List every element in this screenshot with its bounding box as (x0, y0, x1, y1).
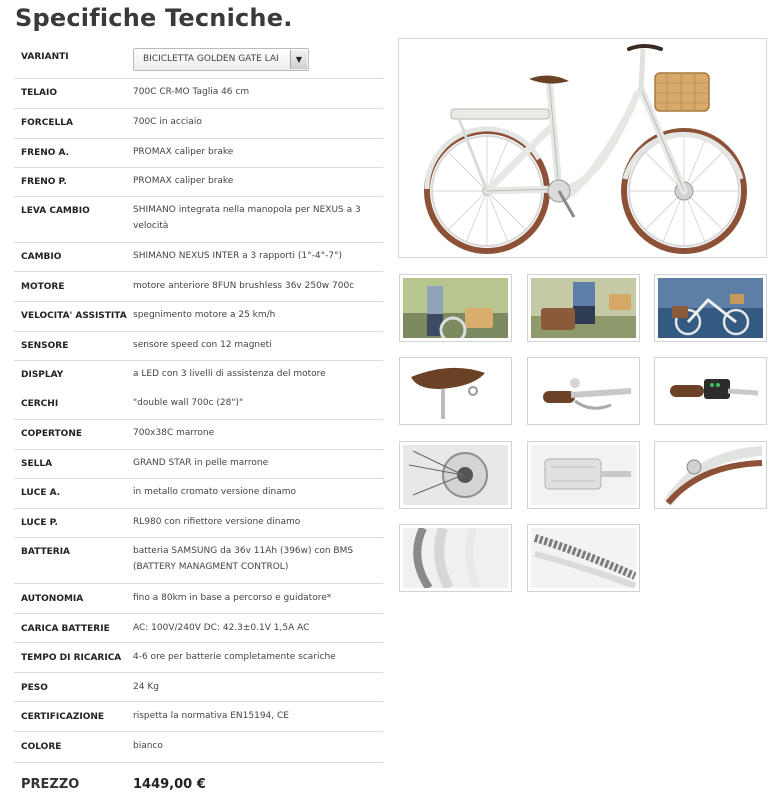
saddle-image (403, 361, 508, 421)
spec-label: FRENO A. (21, 148, 70, 158)
spec-row (14, 420, 383, 450)
spec-value: spegnimento motore a 25 km/h (133, 310, 276, 320)
spec-value: GRAND STAR in pelle marrone (133, 458, 269, 468)
brake-lever-image (531, 361, 636, 421)
spec-label: CAMBIO (21, 252, 62, 262)
spec-row (14, 197, 383, 243)
spec-row (14, 732, 383, 761)
spec-row (14, 643, 383, 673)
bike-lakeside-photo[interactable] (654, 274, 767, 342)
spec-label: LUCE P. (21, 518, 58, 528)
spec-row (14, 272, 383, 302)
spec-row (14, 509, 383, 538)
rider-basket-photo[interactable] (399, 274, 512, 342)
spec-row (14, 139, 383, 168)
rider-basket-closeup-photo[interactable] (527, 274, 640, 342)
brake-lever-photo[interactable] (527, 357, 640, 425)
spec-value: SHIMANO NEXUS INTER a 3 rapporti (1°-4°-7°) (133, 251, 343, 261)
pedal-image (531, 445, 636, 505)
spec-label: TELAIO (21, 88, 57, 98)
spec-value: "double wall 700c (28")" (133, 398, 244, 408)
pedal-photo[interactable] (527, 441, 640, 509)
spec-row (14, 584, 383, 614)
rider-basket-closeup-image (531, 278, 636, 338)
spec-label: LEVA CAMBIO (21, 206, 90, 216)
spec-value: 700x38C marrone (133, 428, 215, 438)
spec-row (14, 479, 383, 509)
spec-value: PROMAX caliper brake (133, 176, 234, 186)
spec-row (14, 614, 383, 643)
spec-value: a LED con 3 livelli di assistenza del motore (133, 369, 326, 379)
spec-value: SHIMANO integrata nella manopola per NEXUS a 3 velocità (133, 205, 361, 231)
spec-value: sensore speed con 12 magneti (133, 340, 272, 350)
spec-row (14, 168, 383, 197)
spec-value: AC: 100V/240V DC: 42.3±0.1V 1,5A AC (133, 623, 310, 633)
spec-value: in metallo cromato versione dinamo (133, 487, 296, 497)
spec-row (14, 302, 383, 332)
spec-row (14, 391, 383, 420)
spec-label: CERTIFICAZIONE (21, 712, 105, 722)
spec-label: SENSORE (21, 341, 69, 351)
spec-label: FRENO P. (21, 177, 67, 187)
spec-label: PESO (21, 683, 48, 693)
spec-row (14, 361, 383, 391)
spec-row (14, 538, 383, 584)
spec-row (14, 702, 383, 732)
spec-row (14, 109, 383, 139)
spec-value: batteria SAMSUNG da 36v 11Ah (396w) con BMS (BATTERY MANAGMENT CONTROL) (133, 546, 354, 572)
price-row (14, 762, 383, 808)
bike-lakeside-image (658, 278, 763, 338)
bicycle-illustration (399, 39, 766, 257)
spec-row (14, 243, 383, 272)
spec-label: FORCELLA (21, 118, 73, 128)
spec-label: SELLA (21, 459, 53, 469)
spec-row (14, 79, 383, 109)
rear-fender-image (658, 445, 763, 505)
spec-label: BATTERIA (21, 547, 71, 557)
led-display-grip-photo[interactable] (654, 357, 767, 425)
spec-value: bianco (133, 741, 163, 751)
chain-closeup-image (531, 528, 636, 588)
spec-table (14, 40, 383, 761)
spec-value: motore anteriore 8FUN brushless 36v 250w 700c (133, 281, 355, 291)
spec-value: fino a 80km in base a percorso e guidatore* (133, 593, 332, 603)
spec-label: CERCHI (21, 399, 59, 409)
spec-row (14, 332, 383, 361)
spec-label: TEMPO DI RICARICA (21, 653, 122, 663)
chainguard-photo[interactable] (399, 524, 512, 592)
rider-basket-image (403, 278, 508, 338)
bicycle-photo[interactable] (398, 38, 767, 258)
spec-label: DISPLAY (21, 370, 64, 380)
price-label: PREZZO (21, 777, 80, 792)
spec-value: PROMAX caliper brake (133, 147, 234, 157)
spec-row (14, 673, 383, 702)
chain-closeup-photo[interactable] (527, 524, 640, 592)
spec-label: COLORE (21, 742, 62, 752)
spec-value: rispetta la normativa EN15194, CE (133, 711, 289, 721)
spec-row-varianti (14, 40, 383, 79)
chevron-down-icon[interactable]: ▼ (290, 50, 307, 69)
saddle-photo[interactable] (399, 357, 512, 425)
spec-value: 700C in acciaio (133, 117, 202, 127)
led-display-grip-image (658, 361, 763, 421)
rear-fender-photo[interactable] (654, 441, 767, 509)
spec-label: LUCE A. (21, 488, 61, 498)
spec-label: COPERTONE (21, 429, 82, 439)
spec-value: 700C CR-MO Taglia 46 cm (133, 87, 250, 97)
rear-hub-photo[interactable] (399, 441, 512, 509)
spec-label: CARICA BATTERIE (21, 624, 110, 634)
spec-value: 4-6 ore per batterie completamente scariche (133, 652, 336, 662)
price-value: 1449,00 € (133, 777, 206, 792)
spec-label: VARIANTI (21, 52, 69, 62)
spec-row (14, 450, 383, 479)
variant-selected-value: BICICLETTA GOLDEN GATE LAI (143, 54, 279, 64)
variant-select[interactable] (133, 48, 309, 71)
spec-label: VELOCITA' ASSISTITA (21, 311, 127, 321)
spec-value: RL980 con rifiettore versione dinamo (133, 517, 301, 527)
spec-label: AUTONOMIA (21, 594, 84, 604)
spec-value: 24 Kg (133, 682, 159, 692)
page-title: Specifiche Tecniche. (15, 4, 293, 32)
rear-hub-image (403, 445, 508, 505)
chainguard-image (403, 528, 508, 588)
spec-label: MOTORE (21, 282, 65, 292)
